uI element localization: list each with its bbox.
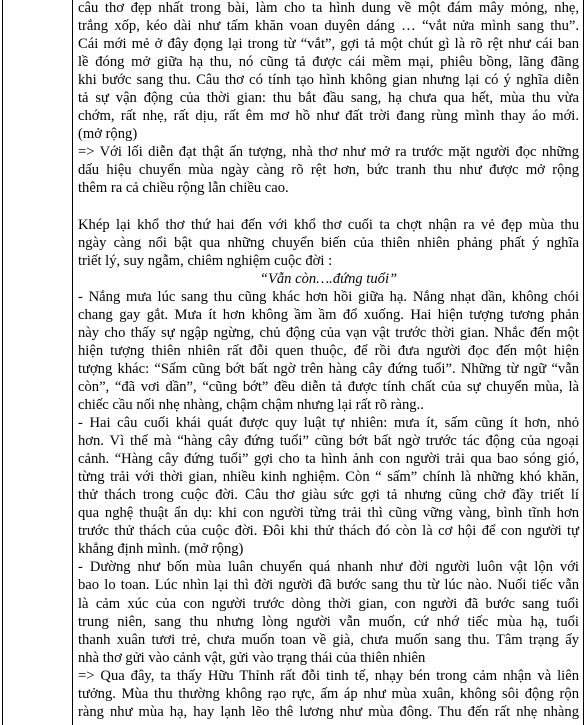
text-line: từng trải với thời gian, nhiều kinh nghiệm. Còn “ sấm” chính là những khó khăn, bbox=[78, 469, 579, 486]
text-line: trung niên, sang thu nhưng lòng người vẫn muốn, cứ nhớ tiếc mùa hạ, tuổi bbox=[78, 613, 579, 630]
text-line: ràng như mùa hạ, hay lạnh lẽo thê lương như mùa đông. Thu đến rất nhẹ nhàng bbox=[78, 703, 579, 720]
text-line: dấu hiệu chuyển mùa ngày càng rõ rệt hơn, bức tranh thu như được mở rộng bbox=[78, 162, 579, 179]
text-line: trước thử thách của cuộc đời. Đôi khi thử thách đó còn là cơ hội để con người tự bbox=[78, 523, 579, 540]
text-line: lề đóng mở giữa hạ thu, nó cũng tả được cái mềm mại, phiêu bồng, lãng đãng bbox=[78, 54, 579, 71]
essay-text bbox=[78, 0, 579, 721]
text-line: - Dường như bốn mùa luân chuyển quá nhanh như đời người luôn vật lộn với bbox=[78, 559, 579, 576]
text-line: nhà thơ gửi vào cảnh vật, gửi vào trạng thái của thiên nhiên bbox=[78, 649, 426, 666]
text-line: tưởng. Mùa thu thường không rạo rực, ấm áp như mùa xuân, không sôi động rộn bbox=[78, 685, 579, 702]
text-line: thử thách trong cuộc đời. Câu thơ giàu sức gợi tả nhưng cũng chở đầy triết lí bbox=[78, 487, 579, 504]
text-line: này cho thấy sự ngập ngừng, chủ động của vạn vật trước thời gian. Nhắc đến một bbox=[78, 324, 579, 341]
text-line: chang gay gắt. Mưa ít hơn không ầm ầm đổ xuống. Hai hiện tượng tương phản bbox=[78, 306, 579, 323]
text-line: khẳng định mình. (mở rộng) bbox=[78, 541, 244, 558]
text-line: hơn. Vì thế mà “hàng cây đứng tuổi” cũng bớt bất ngờ trước tác động của ngoại bbox=[78, 433, 579, 450]
poem-quote: “Vẫn còn….đứng tuổi” bbox=[259, 270, 398, 287]
text-line: qua nghệ thuật ẩn dụ: khi con người từng trải thì cũng vững vàng, bình tĩnh hơn bbox=[78, 505, 579, 522]
text-line: - Nắng mưa lúc sang thu cũng khác hơn hồi giữa hạ. Nắng nhạt dần, không chói bbox=[78, 288, 579, 305]
text-line: khi bước sang thu. Câu thơ có tính tạo hình không gian nhưng lại có ý nghĩa diễn bbox=[78, 72, 579, 89]
text-line: chớm, rất nhẹ, rất dịu, rất êm mơ hồ như đất trời đang rùng mình thay áo mới. bbox=[78, 108, 579, 125]
text-line: chiếc cầu nối nhẹ nhàng, chậm chậm nhưng lại rất rõ ràng.. bbox=[78, 396, 424, 413]
text-line: thêm ra cả chiều rộng lẫn chiều cao. bbox=[78, 180, 289, 197]
table-right-border bbox=[583, 0, 584, 725]
text-line: cảnh. “Hàng cây đứng tuổi” gợi cho ta hình ảnh con người trải qua bao sóng gió, bbox=[78, 451, 579, 468]
text-line: câu thơ đẹp nhất trong bài, làm cho ta hình dung về một đám mây mỏng, nhẹ, bbox=[78, 0, 579, 16]
text-line: - Hai câu cuối khái quát được quy luật tự nhiên: mưa ít, sấm cũng ít hơn, nhỏ bbox=[78, 415, 579, 432]
text-line: => Qua đây, ta thấy Hữu Thỉnh rất đỗi tinh tế, nhạy bén trong cảm nhận và liên bbox=[78, 667, 579, 684]
text-line: bao lo toan. Lúc nhìn lại thì đời người đã bước sang thu từ lúc nào. Nuối tiếc vẫn bbox=[78, 577, 579, 594]
table-left-column bbox=[0, 0, 73, 725]
text-line: hiện tượng thiên nhiên rất đỗi quen thuộc, để rồi đưa người đọc đến một hiện bbox=[78, 342, 579, 359]
text-line: Khép lại khổ thơ thứ hai đến với khổ thơ cuối ta chợt nhận ra vẻ đẹp mùa thu bbox=[78, 216, 579, 233]
text-line: tượng khác: “Sấm cũng bớt bất ngờ trên hàng cây đứng tuổi”. Những từ ngữ “vẫn bbox=[78, 360, 579, 377]
text-line: ngày càng nổi bật qua những chuyển biến của thiên nhiên phảng phất ý nghĩa bbox=[78, 234, 579, 251]
paragraph-gap bbox=[78, 198, 579, 216]
text-line: còn”, “đã vơi dần”, “cũng bớt” đều diễn tả được tính chất của sự chuyển mùa, là bbox=[78, 378, 579, 395]
text-line: => Với lối diễn đạt thật ấn tượng, nhà thơ như mở ra trước mặt người đọc những bbox=[78, 144, 579, 161]
text-line: thanh xuân tươi trẻ, chưa muốn toan về già, chưa muốn sang thu. Tâm trạng ấy bbox=[78, 631, 579, 648]
text-line: tả sự vận động của thời gian: thu bắt đầu sang, hạ chưa qua hết, mùa thu vừa bbox=[78, 90, 579, 107]
text-line: là cảm xúc của con người trước dòng thời gian, con người đã bước sang tuổi bbox=[78, 595, 579, 612]
text-line: triết lý, suy ngẫm, chiêm nghiệm cuộc đời : bbox=[78, 252, 333, 269]
text-line: trắng xốp, kéo dài như tấm khăn voan duyên dáng … “vắt nửa mình sang thu”. bbox=[78, 18, 579, 35]
text-line: Cái mới mẻ ở đây đọng lại trong từ “vắt”, gợi tả một chút gì là rõ rệt như cái ban bbox=[78, 36, 579, 53]
text-line: (mở rộng) bbox=[78, 126, 138, 143]
